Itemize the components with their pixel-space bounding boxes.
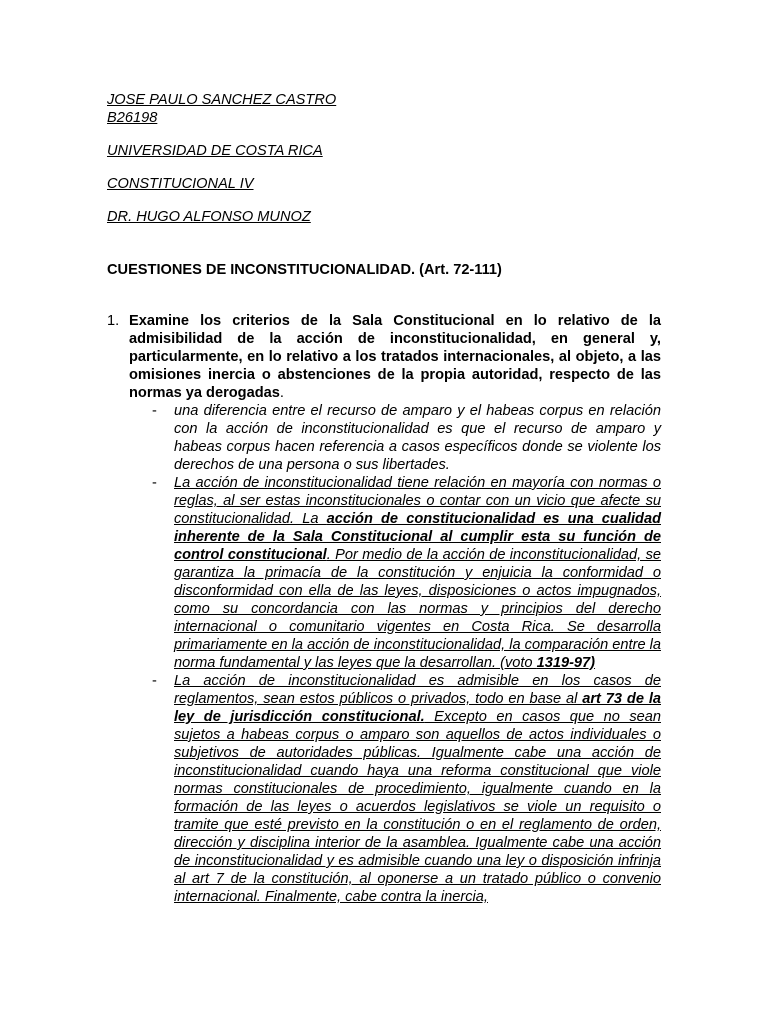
question-number: 1.: [107, 313, 120, 329]
author-name: JOSE PAULO SANCHEZ CASTRO: [107, 92, 337, 108]
answer-text: La acción de inconstitucionalidad tiene relación en mayoría con normas o reglas, al ser estas inconstitucionales o contar con un vicio que afecte su constitucionalidad. La: [174, 475, 661, 527]
section-title: CUESTIONES DE INCONSTITUCIONALIDAD. (Art. 72-111): [107, 262, 502, 278]
question-text: Examine los criterios de la Sala Constitucional en lo relativo de la admisibilidad de la acción de inconstitucionalidad, en general y, particularmente, en lo relativo a los tratados internacionales, al objeto, a las omisiones inercia o abstenciones de la propia autoridad, respecto de las normas ya derogadas.: [129, 313, 661, 401]
answer-text: una diferencia entre el recurso de amparo y el habeas corpus en relación con la acción de inconstitucionalidad es que el recurso de amparo y habeas corpus hacen referencia a casos específicos donde se violente los derechos de una persona o sus libertades.: [174, 403, 661, 473]
list-item: [152, 474, 661, 672]
question-item: [107, 312, 661, 915]
professor-name: DR. HUGO ALFONSO MUNOZ: [107, 209, 311, 225]
answer-emphasis: acción de constitucionalidad es una cualidad inherente de la Sala Constitucional al cumplir esta su función de control constitucional: [174, 511, 661, 563]
bullet-dash: -: [152, 673, 157, 689]
course-name: CONSTITUCIONAL IV: [107, 176, 254, 192]
answer-text: Excepto en casos que no sean sujetos a habeas corpus o amparo son aquellos de actos individuales o subjetivos de autoridades públicas. Igualmente cabe una acción de inconstitucionalidad cuando haya una reforma constitucional que viole normas constitucionales de procedimiento, igualmente cuando en la formación de las leyes o acuerdos legislativos se viole un requisito o tramite que esté previsto en la constitución o en el reglamento de orden, dirección y disciplina interior de la asamblea. Igualmente cabe una acción de inconstitucionalidad y es admisible cuando una ley o disposición infrinja al art 7 de la constitución, al oponerse a un tratado público o convenio internacional. Finalmente, cabe contra la inercia,: [174, 709, 661, 905]
answer-list: [152, 402, 661, 915]
list-item: [152, 672, 661, 915]
document-header: [107, 91, 667, 226]
answer-text: . Por medio de la acción de inconstitucionalidad, se garantiza la primacía de la constitución y enjuicia la conformidad o disconformidad con ella de las leyes, disposiciones o actos impugnados, como su concordancia con las normas y principios del derecho internacional o comunitario vigentes en Costa Rica. Se desarrolla primariamente en la acción de inconstitucionalidad, la comparación entre la norma fundamental y las leyes que la desarrollan. (voto: [174, 547, 661, 671]
voto-reference: 1319-97): [536, 655, 596, 671]
bullet-dash: -: [152, 475, 157, 491]
university-name: UNIVERSIDAD DE COSTA RICA: [107, 143, 323, 159]
list-item: [152, 402, 661, 474]
bullet-dash: -: [152, 403, 157, 419]
answer-text: La acción de inconstitucionalidad es admisible en los casos de reglamentos, sean estos públicos o privados, todo en base al: [174, 673, 661, 707]
student-id: B26198: [107, 110, 158, 126]
answer-emphasis: art 73 de la ley de jurisdicción constitucional.: [174, 691, 661, 725]
